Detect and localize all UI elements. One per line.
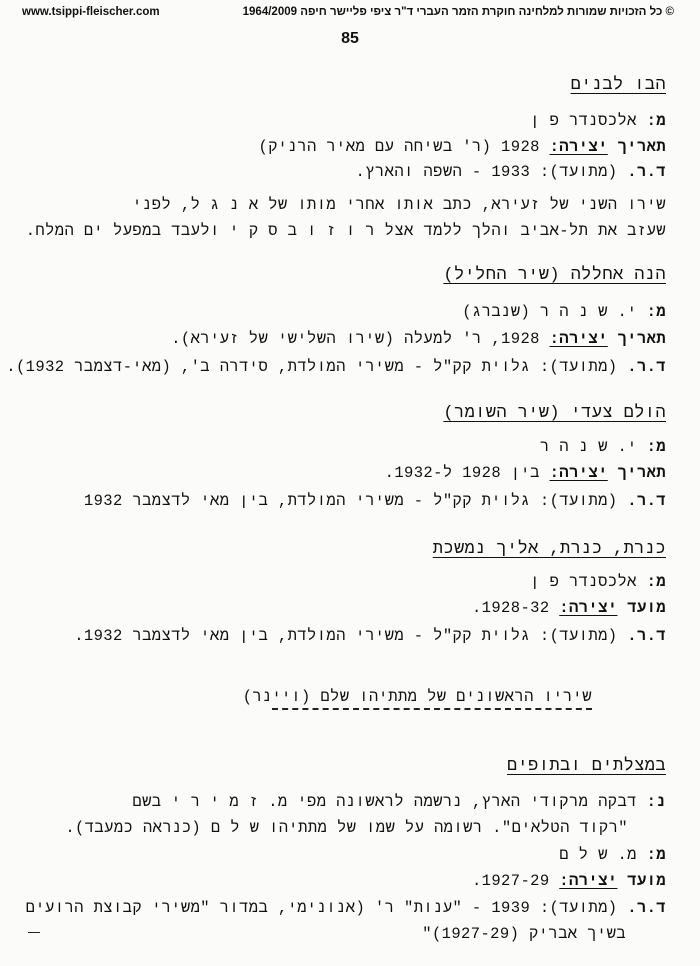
- note-line: שירו השני של זעירא, כתב אותו אחרי מותו של א נ ג ל, לפני: [132, 196, 666, 214]
- dr-line: [26, 899, 666, 917]
- dr-label: ד.ר.: [627, 492, 666, 510]
- composer-label: מ:: [646, 112, 666, 130]
- composer-line: [540, 438, 666, 456]
- dr-label: ד.ר.: [627, 627, 666, 645]
- date-line: [171, 330, 666, 348]
- date-label: מועד: [627, 872, 666, 890]
- dr-label: ד.ר.: [627, 163, 666, 181]
- n-line-continued: "רקוד הטלאים". רשומה על שמו של מתתיהו ש ל ם (כנראה כמעבד).: [65, 819, 628, 837]
- song-title: הנה אחללה (שיר החליל): [443, 266, 666, 285]
- dr-line-continued: בשיך אבריק (1927-29)": [422, 925, 626, 943]
- dr-line: [84, 492, 666, 510]
- date-label-2: יצירה:: [549, 138, 608, 156]
- date-label-2: יצירה:: [549, 330, 608, 348]
- composer-line: [530, 112, 666, 130]
- date-label-2: יצירה:: [559, 872, 618, 890]
- composer-value: אלכסנדר פ ן: [530, 112, 637, 130]
- dr-line: [356, 163, 666, 181]
- song-title: הולם צעדי (שיר השומר): [443, 404, 666, 423]
- site-url: www.tsippi-fleischer.com: [22, 6, 160, 18]
- song-title: במצלתים ובתופים: [506, 757, 666, 776]
- dr-value: (מתועד): 1939 - "ענות" ר' (אנונימי, במדור "משירי קבוצת הרועים: [25, 899, 618, 917]
- date-line: [472, 872, 666, 890]
- composer-label: מ:: [646, 303, 666, 321]
- composer-value: י. ש נ ה ר: [539, 438, 637, 456]
- dr-value: (מתועד): 1933 - השפה והארץ.: [355, 163, 618, 181]
- dr-line: [6, 358, 666, 376]
- dr-value: (מתועד): גלוית קק"ל - משירי המולדת, סידרה ב', (מאי-דצמבר 1932).: [6, 358, 618, 376]
- date-value: בין 1928 ל-1932.: [384, 464, 540, 482]
- date-line: [472, 599, 666, 617]
- composer-label: מ:: [646, 573, 666, 591]
- dr-value: (מתועד): גלוית קק"ל - משירי המולדת, בין מאי לדצמבר 1932: [83, 492, 618, 510]
- date-line: [259, 138, 667, 156]
- composer-line: [559, 846, 666, 864]
- composer-value: י. ש נ ה ר (שנברג): [462, 303, 637, 321]
- dr-value: (מתועד): גלוית קק"ל - משירי המולדת, בין מאי לדצמבר 1932.: [74, 627, 618, 645]
- composer-label: מ:: [646, 438, 666, 456]
- dr-label: ד.ר.: [627, 358, 666, 376]
- song-title: כנרת, כנרת, אליך נמשכת: [432, 540, 666, 559]
- date-label-2: יצירה:: [559, 599, 618, 617]
- copyright-notice: © כל הזכויות שמורות למלחינה חוקרת הזמר העברי ד"ר ציפי פליישר חיפה 1964/2009: [242, 6, 674, 18]
- date-label: תאריך: [617, 464, 666, 482]
- dr-label: ד.ר.: [627, 899, 666, 917]
- composer-value: אלכסנדר פ ן: [530, 573, 637, 591]
- composer-value: מ. ש ל ם: [559, 846, 637, 864]
- date-label-2: יצירה:: [549, 464, 608, 482]
- footnote-rule: [28, 932, 40, 933]
- dashed-underline: [272, 708, 592, 710]
- section-heading: שיריו הראשונים של מתתיהו שלם (ויינר): [242, 688, 592, 706]
- n-label: נ:: [646, 793, 666, 811]
- date-label: תאריך: [617, 138, 666, 156]
- note-line: שעזב את תל-אביב והלך ללמד אצל ר ו ז ו ב ס ק י ולעבד במפעל ים המלח.: [25, 222, 666, 240]
- date-value: 1928-32.: [471, 599, 550, 617]
- dr-line: [74, 627, 666, 645]
- n-value: דבקה מרקודי הארץ, נרשמה לראשונה מפי מ. ז מ י ר י בשם: [132, 793, 637, 811]
- date-label: תאריך: [617, 330, 666, 348]
- date-value: 1927-29.: [471, 872, 550, 890]
- song-title: הבו לבנים: [570, 76, 666, 95]
- composer-label: מ:: [646, 846, 666, 864]
- date-value: 1928, ר' למעלה (שירו השלישי של זעירא).: [171, 330, 540, 348]
- page-number: 85: [341, 30, 359, 47]
- date-line: [385, 464, 666, 482]
- date-value: 1928 (ר' בשיחה עם מאיר הרניק): [258, 138, 540, 156]
- composer-line: [530, 573, 666, 591]
- n-line: [132, 793, 666, 811]
- composer-line: [462, 303, 666, 321]
- date-label: מועד: [627, 599, 666, 617]
